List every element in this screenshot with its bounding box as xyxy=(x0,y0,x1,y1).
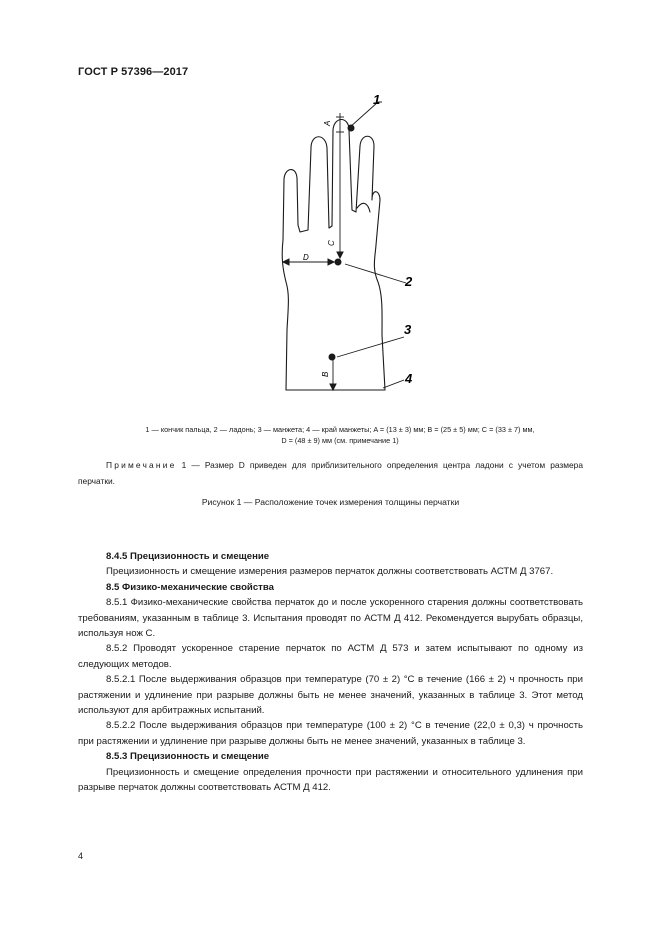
callout-1: 1 xyxy=(373,92,381,107)
body-text xyxy=(78,549,583,796)
document-header: ГОСТ Р 57396—2017 xyxy=(78,66,189,78)
callout-3: 3 xyxy=(404,322,412,337)
paragraph-8-5-2-2: 8.5.2.2 После выдерживания образцов при температуре (100 ± 2) °С в течение (22,0 ± 0,3) ч прочность при растяжении и удлинение при разрыве должны быть не менее значений, указанных в таблице 3. xyxy=(78,720,583,747)
paragraph-8-5-1: 8.5.1 Физико-механические свойства перчаток до и после ускоренного старения должны соответствовать требованиям, указанным в таблице 3. Испытания проводят по АСТМ Д 412. Рекомендуется вырубать образцы, используя нож С. xyxy=(78,597,583,640)
figure-legend-line-1: 1 — кончик пальца, 2 — ладонь; 3 — манжета; 4 — край манжеты; A = (13 ± 3) мм; B = (25 ± 5) мм; C = (33 ± 7) мм, xyxy=(145,425,535,434)
paragraph: Прецизионность и смещение измерения размеров перчаток должны соответствовать АСТМ Д 3767. xyxy=(106,566,554,578)
figure-caption: Рисунок 1 — Расположение точек измерения толщины перчатки xyxy=(201,497,460,507)
paragraph-8-5-2-1: 8.5.2.1 После выдерживания образцов при температуре (70 ± 2) °С в течение (166 ± 2) ч прочность при растяжении и удлинение при разрыве должны быть не менее значений, указанных в таблице 3. Этот метод используют для арбитражных испытаний. xyxy=(78,674,583,717)
figure-note xyxy=(78,457,583,489)
heading-8-5: 8.5 Физико-механические свойства xyxy=(106,581,274,593)
dim-c-label: C xyxy=(327,240,336,246)
callout-2: 2 xyxy=(405,274,413,289)
fingertip-point xyxy=(348,125,354,131)
page-number: 4 xyxy=(78,851,84,861)
paragraph: Прецизионность и смещение определения прочности при растяжении и относительного удлинения при разрыве перчаток должны соответствовать АСТМ Д 412. xyxy=(78,766,583,794)
palm-point xyxy=(335,259,341,265)
dim-a-label: A xyxy=(323,120,332,126)
dim-d-label: D xyxy=(303,253,309,262)
heading-8-5-3: 8.5.3 Прецизионность и смещение xyxy=(106,751,270,763)
paragraph-8-5-2: 8.5.2 Проводят ускоренное старение перчаток по АСТМ Д 573 и затем испытывают по одному из следующих методов. xyxy=(78,643,583,670)
figure-legend-line-2: D = (48 ± 9) мм (см. примечание 1) xyxy=(281,436,399,445)
glove-outline xyxy=(282,120,385,391)
glove-diagram xyxy=(270,88,430,398)
note-label: Примечание xyxy=(106,460,177,470)
cuff-point xyxy=(329,354,335,360)
callout-4: 4 xyxy=(405,371,413,386)
dim-b-label: B xyxy=(321,371,330,377)
note-text: 1 — Размер D приведен для приблизительного определения центра ладони с учетом размера перчатки. xyxy=(78,460,583,486)
heading-8-4-5: 8.4.5 Прецизионность и смещение xyxy=(106,551,270,562)
